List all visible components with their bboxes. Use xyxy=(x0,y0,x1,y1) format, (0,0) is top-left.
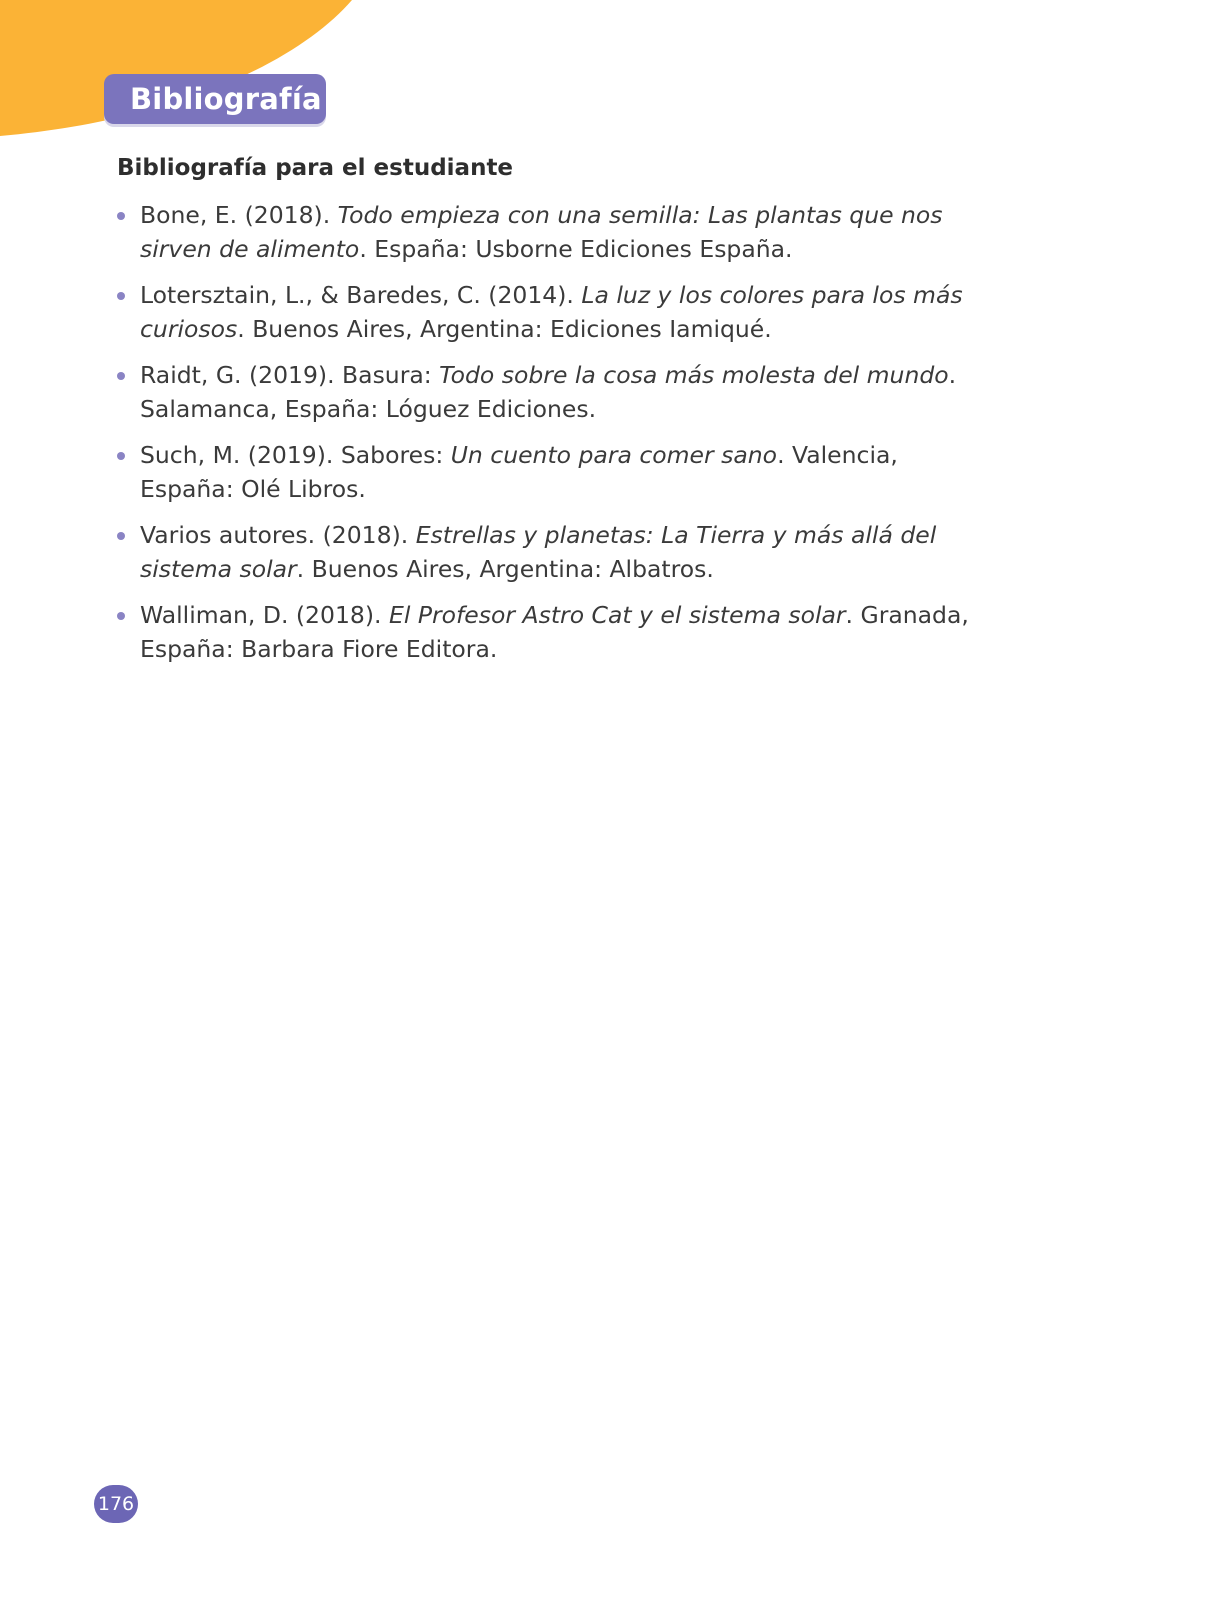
bullet-icon xyxy=(117,212,125,220)
bullet-icon xyxy=(117,452,125,460)
reference-item xyxy=(117,438,977,506)
reference-item xyxy=(117,518,977,586)
subtitle: Bibliografía para el estudiante xyxy=(117,155,514,181)
section-title-tab xyxy=(104,74,326,124)
page-number: 176 xyxy=(97,1493,135,1515)
reference-author: Walliman, D. (2018). xyxy=(140,601,389,629)
section-title: Bibliografía xyxy=(130,82,322,116)
reference-item xyxy=(117,598,977,666)
reference-author: Lotersztain, L., & Baredes, C. (2014). xyxy=(140,281,582,309)
reference-publisher: . Salamanca, España: Lóguez Ediciones. xyxy=(140,361,957,423)
reference-publisher: . Buenos Aires, Argentina: Ediciones Iamiqué. xyxy=(237,315,772,343)
bullet-icon xyxy=(117,532,125,540)
reference-item xyxy=(117,278,977,346)
reference-title: Un cuento para comer sano xyxy=(450,441,778,469)
reference-title: La luz y los colores para los más curiosos xyxy=(140,281,963,343)
reference-author: Varios autores. (2018). xyxy=(140,521,416,549)
page-number-badge xyxy=(94,1485,138,1523)
reference-author: Raidt, G. (2019). Basura: xyxy=(140,361,440,389)
reference-publisher: . España: Usborne Ediciones España. xyxy=(359,235,793,263)
reference-publisher: . Granada, España: Barbara Fiore Editora. xyxy=(140,601,969,663)
reference-author: Bone, E. (2018). xyxy=(140,201,338,229)
reference-publisher: . Valencia, España: Olé Libros. xyxy=(140,441,898,503)
bullet-icon xyxy=(117,372,125,380)
reference-title: Estrellas y planetas: La Tierra y más allá del sistema solar xyxy=(140,521,937,583)
reference-author: Such, M. (2019). Sabores: xyxy=(140,441,451,469)
reference-item xyxy=(117,198,977,266)
reference-title: Todo sobre la cosa más molesta del mundo xyxy=(439,361,949,389)
bullet-icon xyxy=(117,292,125,300)
reference-list xyxy=(117,198,977,678)
reference-title: Todo empieza con una semilla: Las plantas que nos sirven de alimento xyxy=(140,201,943,263)
reference-title: El Profesor Astro Cat y el sistema solar xyxy=(388,601,846,629)
reference-publisher: . Buenos Aires, Argentina: Albatros. xyxy=(296,555,714,583)
bullet-icon xyxy=(117,612,125,620)
reference-item xyxy=(117,358,977,426)
